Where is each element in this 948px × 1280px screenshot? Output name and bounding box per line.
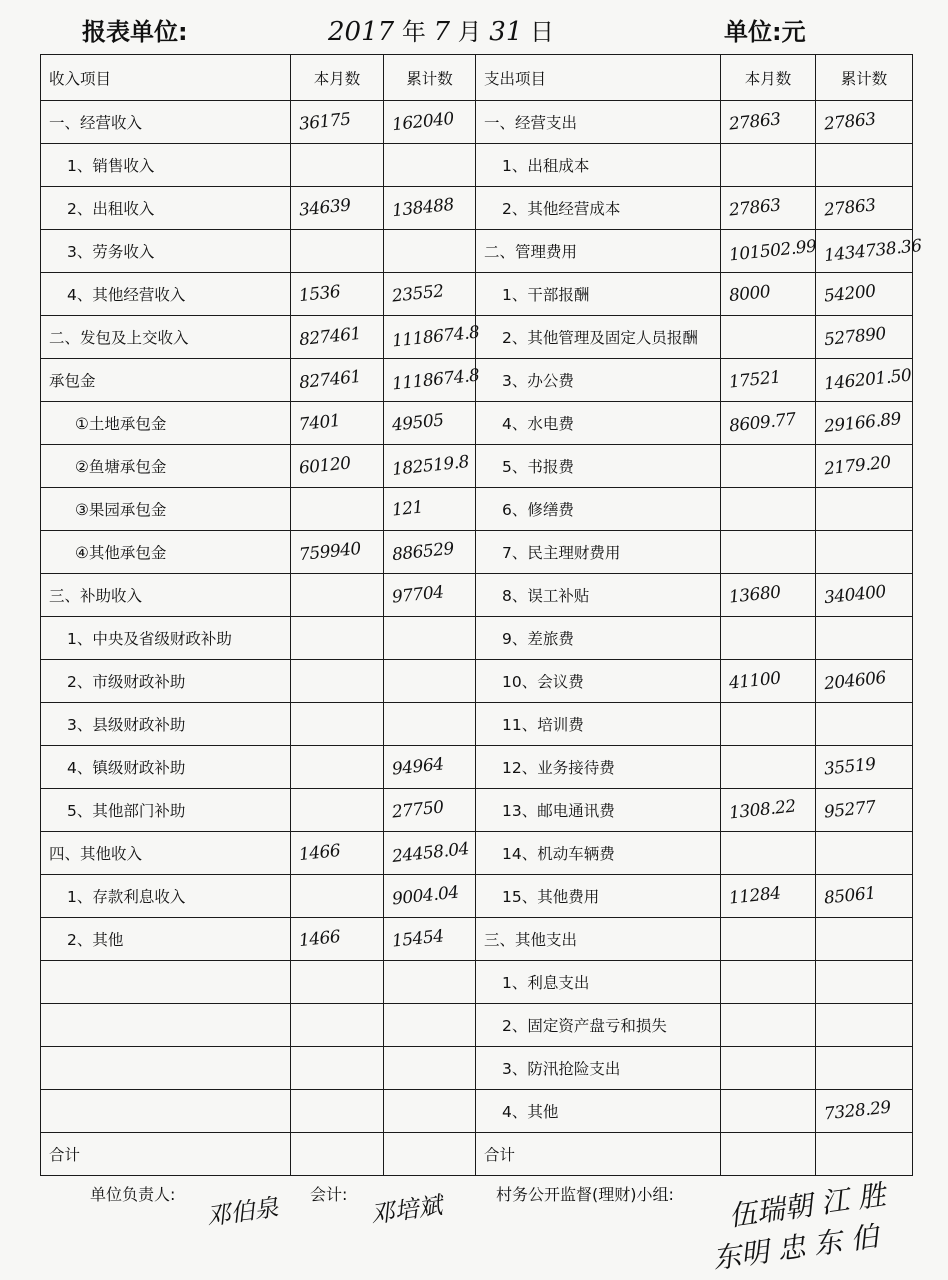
expense-month-cell [721, 316, 816, 359]
table-row [41, 1004, 913, 1047]
expense-month-cell [721, 144, 816, 187]
expense-item-cell: 11、培训费 [476, 703, 721, 746]
expense-item-cell: 2、其他管理及固定人员报酬 [476, 316, 721, 359]
income-month-cell-value: 1536 [298, 281, 342, 307]
expense-item-cell: 2、固定资产盘亏和损失 [476, 1004, 721, 1047]
income-month-cell [291, 1047, 384, 1090]
expense-month-cell-value: 41100 [728, 668, 782, 694]
expense-item-cell: 三、其他支出 [476, 918, 721, 961]
income-total-month [291, 1133, 384, 1176]
expense-cumulative-cell [816, 1047, 913, 1090]
expense-cumulative-cell [816, 832, 913, 875]
expense-item-cell: 7、民主理财费用 [476, 531, 721, 574]
income-cumulative-cell [384, 1004, 476, 1047]
table-row [41, 316, 913, 359]
expense-cumulative-cell [816, 316, 913, 359]
expense-month-cell-value: 27863 [728, 195, 782, 221]
income-month-cell [291, 918, 384, 961]
expense-total-label: 合计 [476, 1133, 721, 1176]
income-month-cell [291, 488, 384, 531]
committee-label: 村务公开监督(理财)小组: [496, 1185, 674, 1204]
table-row [41, 531, 913, 574]
table-row [41, 1047, 913, 1090]
expense-month-cell [721, 703, 816, 746]
expense-item-header: 支出项目 [476, 55, 721, 101]
expense-month-cell [721, 1004, 816, 1047]
expense-item-cell: 12、业务接待费 [476, 746, 721, 789]
income-cumulative-cell-value: 1118674.8 [391, 322, 481, 352]
expense-cumulative-cell [816, 961, 913, 1004]
table-row [41, 144, 913, 187]
income-month-cell-value: 7401 [298, 410, 342, 436]
income-item-cell: ④其他承包金 [41, 531, 291, 574]
expense-month-cell [721, 1090, 816, 1133]
income-cumulative-cell-value: 886529 [391, 538, 455, 566]
income-cumulative-cell-value: 24458.04 [391, 839, 470, 867]
income-month-cell [291, 1090, 384, 1133]
date-year: 2017 [328, 17, 395, 47]
income-cumulative-cell [384, 875, 476, 918]
expense-item-cell: 4、水电费 [476, 402, 721, 445]
income-month-cell [291, 617, 384, 660]
income-item-cell [41, 1004, 291, 1047]
expense-cumulative-cell [816, 230, 923, 273]
expense-month-cell [721, 789, 816, 832]
income-cumulative-cell [384, 273, 476, 316]
expense-item-cell: 1、利息支出 [476, 961, 721, 1004]
income-item-cell: ①土地承包金 [41, 402, 291, 445]
income-cumulative-cell [384, 746, 476, 789]
expense-cumulative-cell [816, 574, 913, 617]
income-cumulative-cell-value: 49505 [391, 410, 445, 436]
income-month-cell [291, 359, 384, 402]
income-cumulative-cell [384, 316, 481, 359]
expense-cumulative-cell [816, 531, 913, 574]
income-cumulative-cell [384, 230, 476, 273]
expense-cumulative-cell-value: 146201.50 [823, 365, 913, 395]
income-month-cell [291, 316, 384, 359]
accountant-label: 会计: [310, 1185, 348, 1204]
income-item-cell: 二、发包及上交收入 [41, 316, 291, 359]
expense-month-cell [721, 746, 816, 789]
table-row [41, 359, 913, 402]
expense-cumulative-cell [816, 273, 913, 316]
expense-item-cell: 1、出租成本 [476, 144, 721, 187]
income-cumulative-cell [384, 574, 476, 617]
table-row [41, 402, 913, 445]
expense-cumulative-cell-value: 204606 [823, 667, 887, 695]
income-item-cell: 四、其他收入 [41, 832, 291, 875]
income-expense-table [40, 54, 923, 1176]
expense-cumulative-cell-value: 54200 [823, 281, 877, 307]
income-cumulative-cell-value: 97704 [391, 582, 445, 608]
table-row [41, 273, 913, 316]
income-item-cell: 一、经营收入 [41, 101, 291, 144]
income-item-cell: 5、其他部门补助 [41, 789, 291, 832]
income-item-cell [41, 961, 291, 1004]
expense-cumulative-cell-value: 1434738.36 [823, 235, 923, 267]
table-row [41, 617, 913, 660]
date-day: 31 [489, 17, 523, 47]
expense-cumulative-cell-value: 95277 [823, 797, 877, 823]
expense-month-cell-value: 8000 [728, 281, 772, 307]
expense-item-cell: 3、办公费 [476, 359, 721, 402]
income-month-cell-value: 1466 [298, 926, 342, 952]
income-month-cell [291, 832, 384, 875]
expense-item-cell: 二、管理费用 [476, 230, 721, 273]
table-row [41, 488, 913, 531]
table-row [41, 746, 913, 789]
income-cumulative-cell-value: 23552 [391, 281, 445, 307]
table-row [41, 187, 913, 230]
income-cumulative-cell [384, 1047, 476, 1090]
totals-row [41, 1133, 913, 1176]
income-cumulative-cell [384, 445, 476, 488]
table-header-row [41, 55, 913, 101]
income-cumulative-cell [384, 187, 476, 230]
income-month-cell-value: 827461 [298, 323, 362, 351]
report-footer [0, 1178, 948, 1278]
expense-month-cell [721, 187, 816, 230]
expense-cumulative-cell [816, 402, 913, 445]
date-month: 7 [433, 17, 450, 47]
table-row [41, 574, 913, 617]
expense-month-cell [721, 961, 816, 1004]
table-row [41, 660, 913, 703]
report-header [0, 0, 948, 56]
expense-month-header: 本月数 [721, 55, 816, 101]
expense-month-cell [721, 230, 816, 273]
expense-item-cell: 一、经营支出 [476, 101, 721, 144]
income-item-cell: 1、中央及省级财政补助 [41, 617, 291, 660]
income-cumulative-cell [384, 531, 476, 574]
expense-item-cell: 3、防汛抢险支出 [476, 1047, 721, 1090]
income-cumulative-cell-value: 15454 [391, 926, 445, 952]
expense-month-cell-value: 1308.22 [728, 796, 797, 824]
income-cumulative-cell [384, 918, 476, 961]
committee-signature-line1: 伍瑞朝 江 胜 [726, 1178, 888, 1233]
expense-cumulative-cell [816, 789, 913, 832]
income-cumulative-cell-value: 1118674.8 [391, 365, 481, 395]
expense-month-cell [721, 531, 816, 574]
expense-month-cell [721, 660, 816, 703]
expense-month-cell [721, 488, 816, 531]
expense-item-cell: 6、修缮费 [476, 488, 721, 531]
expense-item-cell: 1、干部报酬 [476, 273, 721, 316]
expense-total-month [721, 1133, 816, 1176]
expense-item-cell: 9、差旅费 [476, 617, 721, 660]
income-item-cell: 三、补助收入 [41, 574, 291, 617]
table-row [41, 789, 913, 832]
expense-item-cell: 8、误工补贴 [476, 574, 721, 617]
expense-month-cell-value: 11284 [728, 883, 782, 909]
expense-month-cell [721, 832, 816, 875]
income-item-cell: 3、劳务收入 [41, 230, 291, 273]
income-month-cell-value: 60120 [298, 453, 352, 479]
income-month-cell [291, 789, 384, 832]
expense-month-cell [721, 875, 816, 918]
income-cumulative-cell [384, 703, 476, 746]
expense-cumulative-cell [816, 746, 913, 789]
expense-item-cell: 10、会议费 [476, 660, 721, 703]
expense-item-cell: 2、其他经营成本 [476, 187, 721, 230]
income-month-cell [291, 574, 384, 617]
table-row [41, 832, 913, 875]
income-cumulative-cell-value: 138488 [391, 194, 455, 222]
table-row [41, 1090, 913, 1133]
expense-cumulative-cell-value: 85061 [823, 883, 877, 909]
expense-cumulative-cell [816, 703, 913, 746]
income-item-cell: ②鱼塘承包金 [41, 445, 291, 488]
income-item-cell [41, 1090, 291, 1133]
income-month-cell [291, 660, 384, 703]
report-unit-label: 报表单位: [82, 18, 188, 46]
expense-cumulative-cell-value: 2179.20 [823, 452, 892, 480]
expense-month-cell [721, 918, 816, 961]
table-row [41, 918, 913, 961]
income-total-label: 合计 [41, 1133, 291, 1176]
income-cumulative-cell-value: 121 [391, 497, 424, 521]
income-cumulative-cell [384, 144, 476, 187]
expense-item-cell: 13、邮电通讯费 [476, 789, 721, 832]
income-month-cell-value: 34639 [298, 195, 352, 221]
income-month-cell [291, 187, 384, 230]
income-item-cell: 2、市级财政补助 [41, 660, 291, 703]
expense-cumulative-cell [816, 617, 913, 660]
expense-item-cell: 15、其他费用 [476, 875, 721, 918]
income-month-cell [291, 101, 384, 144]
expense-cumulative-cell [816, 144, 913, 187]
expense-cumulative-cell [816, 875, 913, 918]
income-month-header: 本月数 [291, 55, 384, 101]
expense-month-cell [721, 617, 816, 660]
expense-month-cell-value: 13680 [728, 582, 782, 608]
income-cumulative-cell [384, 617, 476, 660]
expense-cumulative-cell [816, 445, 913, 488]
income-month-cell [291, 1004, 384, 1047]
income-cumulative-cell-value: 27750 [391, 797, 445, 823]
income-total-cumulative [384, 1133, 476, 1176]
income-cumulative-cell-value: 9004.04 [391, 882, 460, 910]
date-year-char: 年 [401, 18, 426, 46]
date-day-char: 日 [530, 18, 555, 46]
currency-unit-label: 单位:元 [724, 18, 806, 46]
income-month-cell [291, 875, 384, 918]
expense-month-cell [721, 445, 816, 488]
income-item-cell: 4、其他经营收入 [41, 273, 291, 316]
income-month-cell-value: 759940 [298, 538, 362, 566]
income-cumulative-cell [384, 402, 476, 445]
expense-cumulative-cell [816, 1004, 913, 1047]
expense-cumulative-cell-value: 527890 [823, 323, 887, 351]
income-month-cell [291, 402, 384, 445]
expense-cumulative-cell [816, 660, 913, 703]
income-cumulative-cell [384, 660, 476, 703]
income-item-cell: 2、出租收入 [41, 187, 291, 230]
expense-month-cell-value: 8609.77 [728, 409, 797, 437]
expense-month-cell [721, 101, 816, 144]
expense-month-cell [721, 402, 816, 445]
income-cumulative-cell-value: 94964 [391, 754, 445, 780]
income-item-cell: 1、销售收入 [41, 144, 291, 187]
income-cumulative-cell-value: 162040 [391, 108, 455, 136]
expense-cumulative-cell-value: 27863 [823, 109, 877, 135]
income-item-cell: 1、存款利息收入 [41, 875, 291, 918]
table-row [41, 961, 913, 1004]
expense-month-cell [721, 1047, 816, 1090]
expense-cumulative-cell-value: 340400 [823, 581, 887, 609]
expense-cumulative-cell [816, 488, 913, 531]
expense-month-cell-value: 27863 [728, 109, 782, 135]
income-cumulative-cell [384, 101, 476, 144]
expense-month-cell [721, 273, 816, 316]
table-row [41, 875, 913, 918]
unit-leader-signature: 邓伯泉 [204, 1193, 280, 1231]
expense-cumulative-cell-value: 35519 [823, 754, 877, 780]
expense-cumulative-cell [816, 359, 913, 402]
income-month-cell [291, 961, 384, 1004]
income-month-cell-value: 1466 [298, 840, 342, 866]
expense-cumulative-cell [816, 1090, 913, 1133]
expense-cumulative-cell [816, 187, 913, 230]
expense-cumulative-cell [816, 918, 913, 961]
income-month-cell [291, 703, 384, 746]
income-month-cell [291, 144, 384, 187]
expense-month-cell [721, 574, 816, 617]
income-cumulative-cell [384, 1090, 476, 1133]
expense-item-cell: 5、书报费 [476, 445, 721, 488]
income-item-header: 收入项目 [41, 55, 291, 101]
committee-signature-line2: 东明 忠 东 伯 [710, 1219, 881, 1276]
expense-cumulative-cell [816, 101, 913, 144]
income-month-cell [291, 531, 384, 574]
income-cumulative-cell [384, 789, 476, 832]
table-row [41, 101, 913, 144]
income-month-cell [291, 230, 384, 273]
income-cumulative-cell [384, 832, 476, 875]
income-item-cell: 3、县级财政补助 [41, 703, 291, 746]
income-item-cell: 承包金 [41, 359, 291, 402]
expense-total-cumulative [816, 1133, 913, 1176]
expense-item-cell: 4、其他 [476, 1090, 721, 1133]
expense-cumulative-cell-value: 7328.29 [823, 1097, 892, 1125]
income-month-cell [291, 273, 384, 316]
income-month-cell-value: 36175 [298, 109, 352, 135]
accountant-signature: 邓培斌 [368, 1191, 444, 1229]
income-month-cell [291, 445, 384, 488]
income-item-cell: 2、其他 [41, 918, 291, 961]
income-month-cell-value: 827461 [298, 366, 362, 394]
unit-leader-label: 单位负责人: [90, 1185, 176, 1204]
expense-cumulative-cell-value: 29166.89 [823, 409, 902, 437]
income-month-cell [291, 746, 384, 789]
income-item-cell: ③果园承包金 [41, 488, 291, 531]
expense-cumulative-header: 累计数 [816, 55, 913, 101]
income-cumulative-header: 累计数 [384, 55, 476, 101]
report-date [328, 12, 554, 47]
income-cumulative-cell [384, 359, 481, 402]
income-item-cell: 4、镇级财政补助 [41, 746, 291, 789]
table-row [41, 230, 913, 273]
expense-item-cell: 14、机动车辆费 [476, 832, 721, 875]
table-row [41, 445, 913, 488]
expense-cumulative-cell-value: 27863 [823, 195, 877, 221]
income-cumulative-cell [384, 961, 476, 1004]
income-cumulative-cell-value: 182519.8 [391, 452, 470, 480]
expense-month-cell-value: 17521 [728, 367, 782, 393]
income-cumulative-cell [384, 488, 476, 531]
expense-month-cell-value: 101502.99 [728, 236, 818, 266]
table-row [41, 703, 913, 746]
date-month-char: 月 [457, 18, 482, 46]
income-item-cell [41, 1047, 291, 1090]
expense-month-cell [721, 359, 816, 402]
